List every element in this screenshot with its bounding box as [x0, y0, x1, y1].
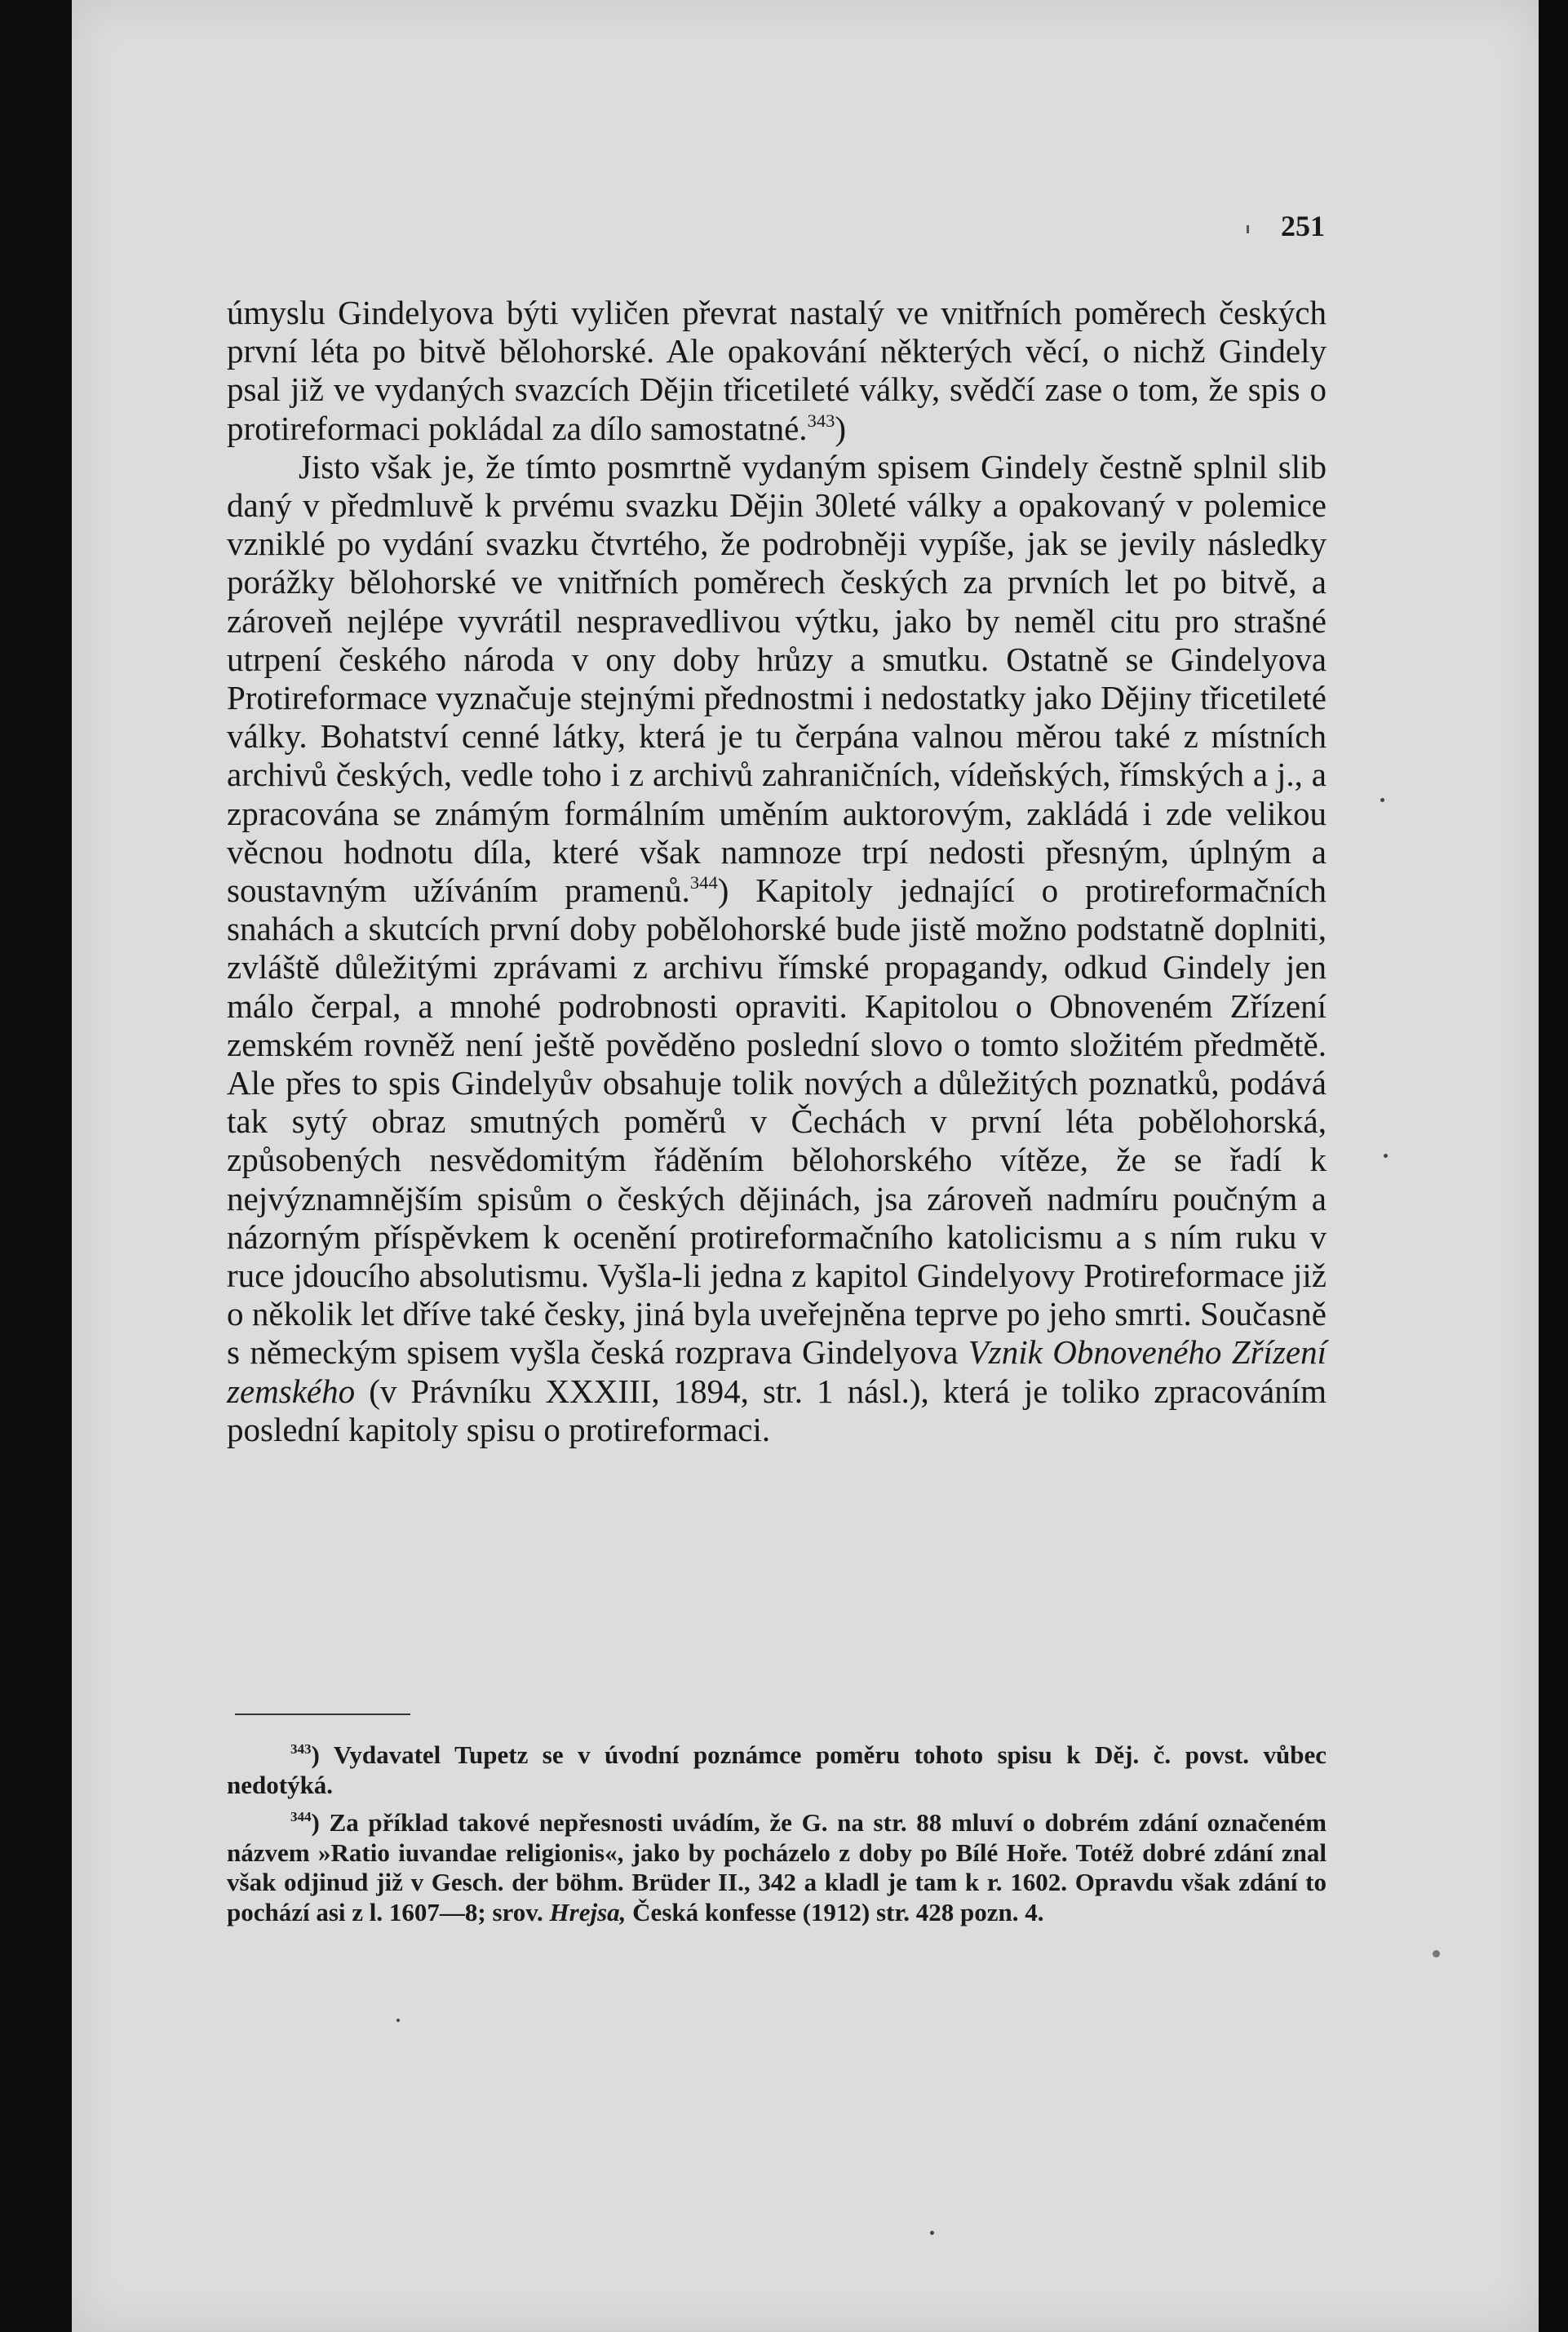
footnote-number: 343	[290, 1741, 312, 1758]
footnote-text-2: Česká konfesse (1912) str. 428 pozn. 4.	[626, 1897, 1044, 1926]
paragraph-2-part-1: Jisto však je, že tímto posmrtně vydaným spisem Gindely čestně splnil slib daný v předmluvě k prvému svazku Dějin 30leté války a opakovaný v polemice vzniklé po vydání svazku čtvrtého, že podrobněji vypíše, jak se jevily následky porážky bělohorské ve vnitřních poměrech českých za prvních let po bitvě, a zároveň nejlépe vyvrátil nespravedlivou výtku, jako by neměl citu pro strašné utrpení českého národa v ony doby hrůzy a smutku. Ostatně se Gindelyova Protireformace vyznačuje stejnými přednostmi i nedostatky jako Dějiny třicetileté války. Bohatství cenné látky, která je tu čerpána valnou měrou také z místních archivů českých, vedle toho i z archivů zahraničních, vídeňských, římských a j., a zpracována se známým formálním uměním auktorovým, zakládá i zde velikou věcnou hodnotu díla, které však namnoze trpí nedosti přesným, úplným a soustavným užíváním pramenů.	[227, 447, 1327, 910]
scan-speck	[1380, 798, 1384, 802]
scan-speck	[930, 2231, 934, 2235]
footnote-ref-close: )	[835, 409, 847, 447]
footnote-343	[227, 1740, 1327, 1800]
page-number: 251	[1281, 210, 1325, 242]
footnote-number-close: )	[311, 1740, 320, 1769]
main-text	[227, 294, 1327, 1449]
footnote-ref-343: 343	[807, 410, 835, 431]
page-mark	[1247, 225, 1249, 233]
scan-speck	[1384, 1154, 1388, 1158]
scan-border-right	[1539, 0, 1568, 2332]
footnote-text: Vydavatel Tupetz se v úvodní poznámce poměru tohoto spisu k Děj. č. povst. vůbec nedotýká.	[227, 1740, 1327, 1799]
footnotes	[227, 1740, 1327, 1935]
paragraph-2-part-3: (v Právníku XXXIII, 1894, str. 1 násl.), která je toliko zpracováním poslední kapitoly spisu o protireformaci.	[227, 1372, 1327, 1448]
footnote-author: Hrejsa,	[549, 1897, 627, 1926]
footnote-number-close: )	[311, 1808, 320, 1837]
footnote-text-1: Za příklad takové nepřesnosti uvádím, že G. na str. 88 mluví o dobrém zdání označeném názvem »Ratio iuvandae religionis«, jako by pocházelo z doby po Bílé Hoře. Totéž dobré zdání znal však odjinud již v Gesch. der böhm. Brüder II., 342 a kladl je tam k r. 1602. Opravdu však zdání to pochází asi z l. 1607—8; srov.	[227, 1808, 1327, 1926]
footnote-number: 344	[290, 1809, 312, 1825]
scan-speck	[396, 2019, 400, 2022]
footnote-separator	[235, 1714, 410, 1715]
footnote-344	[227, 1808, 1327, 1927]
footnote-ref-344: 344	[689, 872, 718, 893]
italic-title: Vznik Obnoveného Zřízení zemského	[227, 1333, 1327, 1410]
book-page	[72, 0, 1539, 2332]
paragraph-2-part-2: ) Kapitoly jednající o protireformačních snahách a skutcích první doby pobělohorské bude jistě možno podstatně doplniti, zvláště důležitými zprávami z archivu římské propagandy, odkud Gindely jen málo čerpal, a mnohé podrobnosti opraviti. Kapitolou o Obnoveném Zřízení zemském rovněž není ještě pověděno poslední slovo o tomto složitém předmětě. Ale přes to spis Gindelyův obsahuje tolik nových a důležitých poznatků, podává tak sytý obraz smutných poměrů v Čechách v první léta pobělohorská, způsobených nesvědomitým řáděním bělohorského vítěze, že se řadí k nejvýznamnějším spisům o českých dějinách, jsa zároveň nadmíru poučným a názorným příspěvkem k ocenění protireformačního katolicismu a s ním ruku v ruce jdoucího absolutismu. Vyšla-li jedna z kapitol Gindelyovy Protireformace již o několik let dříve také česky, jiná byla uveřejněna teprve po jeho smrti. Současně s německým spisem vyšla česká rozprava Gindelyova	[227, 871, 1327, 1372]
paragraph-1-text: úmyslu Gindelyova býti vyličen převrat nastalý ve vnitřních poměrech českých první léta po bitvě bělohorské. Ale opakování některých věcí, o nichž Gindely psal již ve vydaných svazcích Dějin třicetileté války, svědčí zase o tom, že spis o protireformaci pokládal za dílo samostatné.	[227, 294, 1327, 447]
scan-speck	[1433, 1950, 1440, 1957]
paragraph-1	[227, 294, 1327, 448]
paragraph-2	[227, 448, 1327, 1449]
